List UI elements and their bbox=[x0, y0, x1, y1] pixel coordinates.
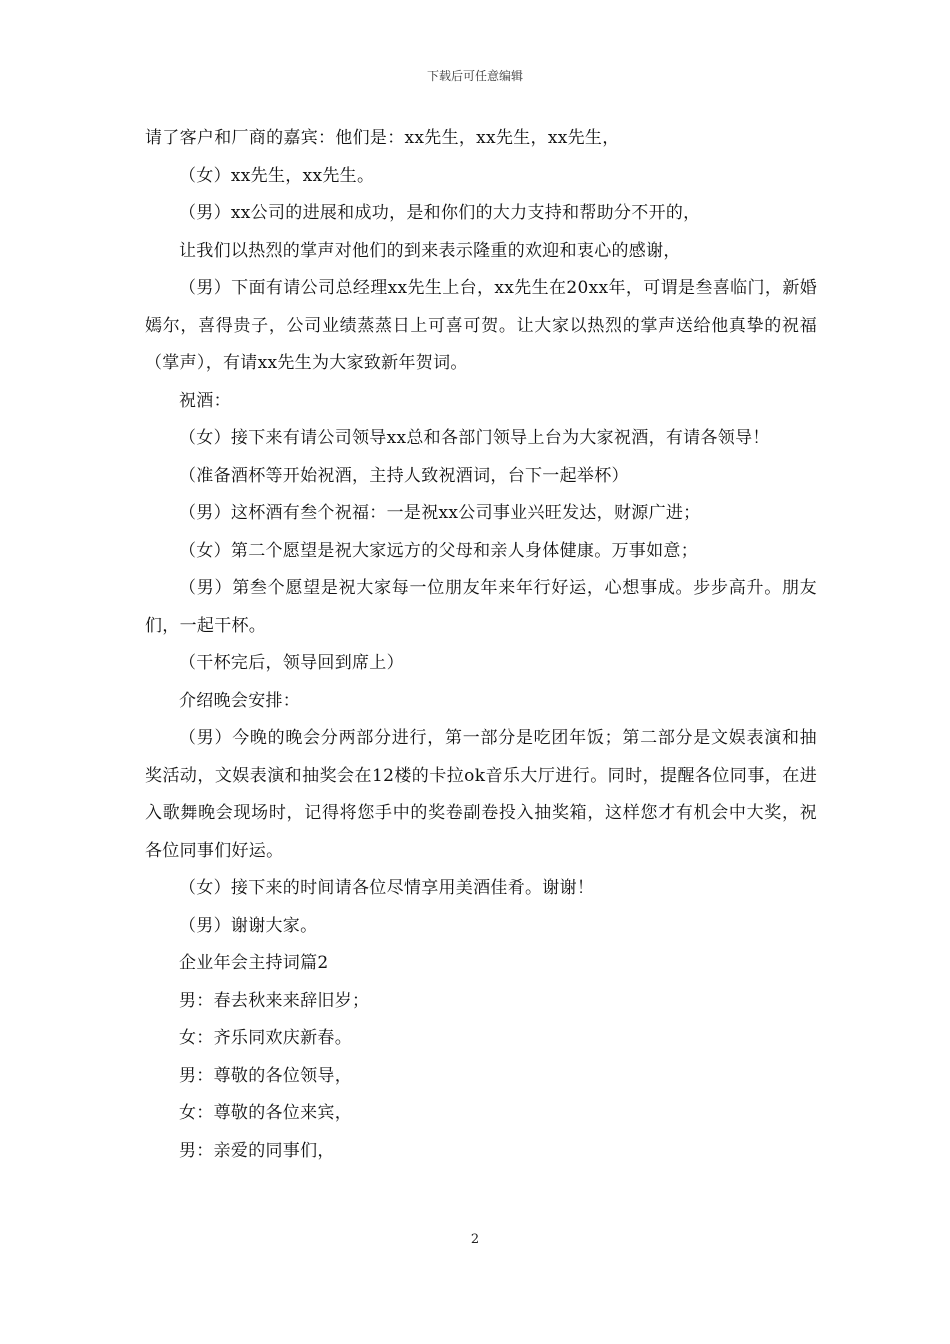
paragraph: （女）接下来有请公司领导xx总和各部门领导上台为大家祝酒，有请各领导！ bbox=[179, 428, 770, 448]
paragraph: （男）xx公司的进展和成功，是和你们的大力支持和帮助分不开的， bbox=[179, 203, 701, 223]
page-header: 下载后可任意编辑 bbox=[426, 69, 523, 83]
paragraph: 介绍晚会安排： bbox=[179, 690, 301, 711]
paragraph: （男）下面有请公司总经理xx先生上台，xx先生在20xx年，可谓是叁喜临门，新婚嫣尔，喜得贵子，公司业绩蒸蒸日上可喜可贺。让大家以热烈的掌声送给他真挚的祝福（掌声），有请xx先生为大家致新年贺词。 bbox=[145, 278, 817, 373]
paragraph: （女）接下来的时间请各位尽情享用美酒佳肴。谢谢！ bbox=[179, 878, 595, 898]
paragraph: （准备酒杯等开始祝酒，主持人致祝酒词，台下一起举杯） bbox=[179, 465, 629, 486]
paragraph: （男）今晚的晚会分两部分进行，第一部分是吃团年饭；第二部分是文娱表演和抽奖活动，文娱表演和抽奖会在12楼的卡拉ok音乐大厅进行。同时，提醒各位同事，在进入歌舞晚会现场时，记得将您手中的奖卷副卷投入抽奖箱，这样您才有机会中大奖，祝各位同事们好运。 bbox=[145, 728, 817, 861]
paragraph: 让我们以热烈的掌声对他们的到来表示隆重的欢迎和衷心的感谢， bbox=[179, 240, 681, 261]
paragraph: （男）这杯酒有叁个祝福：一是祝xx公司事业兴旺发达，财源广进； bbox=[179, 503, 701, 523]
paragraph: 请了客户和厂商的嘉宾：他们是：xx先生，xx先生，xx先生， bbox=[145, 128, 620, 148]
section-heading: 企业年会主持词篇2 bbox=[179, 953, 329, 973]
paragraph: 女：尊敬的各位来宾， bbox=[179, 1103, 352, 1123]
paragraph: 男：春去秋来来辞旧岁； bbox=[179, 990, 370, 1011]
paragraph: （女）第二个愿望是祝大家远方的父母和亲人身体健康。万事如意； bbox=[179, 540, 698, 561]
document-body bbox=[145, 120, 817, 1170]
page-number: 2 bbox=[470, 1232, 480, 1247]
paragraph: （干杯完后，领导回到席上） bbox=[179, 653, 404, 673]
paragraph: 祝酒： bbox=[179, 390, 231, 411]
paragraph: （男）谢谢大家。 bbox=[179, 915, 318, 936]
paragraph: 男：尊敬的各位领导， bbox=[179, 1065, 352, 1086]
paragraph: （男）第叁个愿望是祝大家每一位朋友年来年行好运，心想事成。步步高升。朋友们，一起干杯。 bbox=[145, 578, 817, 636]
paragraph: 女：齐乐同欢庆新春。 bbox=[179, 1028, 352, 1048]
paragraph: 男：亲爱的同事们， bbox=[179, 1140, 335, 1161]
paragraph: （女）xx先生，xx先生。 bbox=[179, 165, 375, 186]
